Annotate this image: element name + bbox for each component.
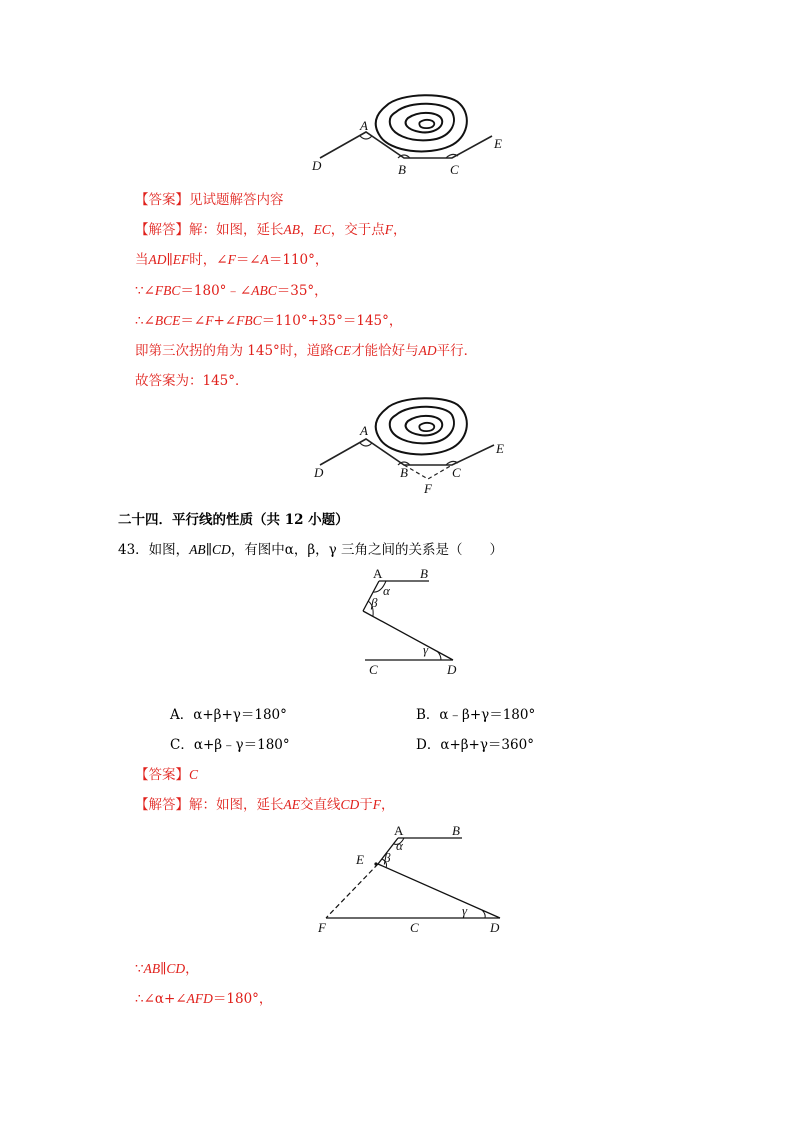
- math-var: F: [372, 797, 382, 812]
- q42-solution-tag: 【解答】: [135, 222, 189, 238]
- q43-option-b[interactable]: B．α﹣β+γ＝180°: [416, 707, 536, 723]
- fig1-label-d: D: [312, 158, 322, 173]
- road-figure-2: [300, 395, 520, 500]
- q42-solution-line-2: [135, 251, 328, 269]
- q43s-label-f: F: [318, 920, 326, 935]
- road-figure-1: [300, 90, 520, 185]
- math-var: ABC: [251, 283, 277, 298]
- text-span: ＝110°，: [268, 252, 329, 268]
- parallel-symbol: ∥: [205, 542, 212, 558]
- text-span: +∠: [213, 313, 237, 329]
- text-span: ，: [185, 961, 199, 977]
- math-var: A: [260, 252, 269, 267]
- fig1-label-a: A: [360, 118, 368, 133]
- q43-solution-line-1: [135, 796, 395, 814]
- text-span: ∵∠: [135, 283, 155, 299]
- math-var: AE: [283, 797, 300, 812]
- q43-answer-text: C: [189, 767, 199, 782]
- q43-label-a: A: [373, 566, 383, 581]
- math-var: CE: [333, 343, 352, 358]
- math-var: AD: [418, 343, 437, 358]
- text-span: 即第三次拐的角为 145°时，道路: [135, 343, 334, 359]
- fig2-label-e: E: [496, 441, 504, 456]
- q43-label-c: C: [369, 662, 378, 677]
- text-span: 才能恰好与: [351, 343, 419, 359]
- text-span: ∴∠α+∠: [135, 991, 187, 1007]
- math-var: EF: [172, 252, 190, 267]
- text-span: ＝110°+35°＝145°，: [261, 313, 403, 329]
- q43s-label-e: E: [356, 852, 364, 867]
- parallel-symbol: ∥: [160, 961, 167, 977]
- math-var: EC: [313, 222, 331, 237]
- text-span: 解：如图，延长: [189, 797, 284, 813]
- q43s-label-d: D: [490, 920, 500, 935]
- section-title: 二十四．平行线的性质（共 12 小题）: [118, 512, 349, 528]
- math-var: AB: [189, 542, 206, 557]
- fig1-label-e: E: [494, 136, 502, 151]
- text-span: 交直线: [300, 797, 341, 813]
- q43s-label-a: A: [394, 823, 404, 838]
- math-var: BCE: [154, 313, 181, 328]
- text-span: ，: [393, 222, 407, 238]
- q43-solution-tag: 【解答】: [135, 797, 189, 813]
- q43s-label-alpha: α: [396, 838, 403, 853]
- math-var: AB: [283, 222, 300, 237]
- fig2-label-f: F: [424, 481, 432, 496]
- math-var: CD: [211, 542, 231, 557]
- q42-solution-line-4: [135, 312, 402, 330]
- text-span: ，交于点: [330, 222, 385, 238]
- math-var: CD: [340, 797, 360, 812]
- math-var: AD: [148, 252, 167, 267]
- q42-answer-tag: 【答案】: [135, 192, 189, 208]
- text-span: 当: [135, 252, 149, 268]
- text-span: 43．如图，: [118, 542, 190, 558]
- math-var: FBC: [154, 283, 181, 298]
- math-var: AFD: [186, 991, 213, 1006]
- text-span: ＝∠: [235, 252, 261, 268]
- fig1-label-c: C: [450, 162, 459, 177]
- math-var: F: [205, 313, 214, 328]
- q43-figure: [355, 563, 470, 678]
- fig2-label-c: C: [452, 465, 461, 480]
- q43-solution-line-2: [135, 960, 199, 978]
- q43s-label-beta: β: [384, 850, 391, 865]
- text-span: 解：如图，延长: [189, 222, 284, 238]
- math-var: CD: [166, 961, 186, 976]
- text-span: ＝180°﹣∠: [180, 283, 252, 299]
- math-var: AB: [143, 961, 161, 976]
- q43-answer-tag: 【答案】: [135, 767, 189, 783]
- q43-label-b: B: [420, 566, 428, 581]
- q42-solution-line-3: [135, 282, 328, 300]
- fig2-label-a: A: [360, 423, 368, 438]
- q43-answer-line: [135, 766, 198, 784]
- q43-solution-figure: [312, 820, 512, 938]
- q43-label-beta: β: [371, 595, 378, 610]
- math-var: F: [384, 222, 394, 237]
- q42-solution-line-6: 故答案为：145°．: [135, 373, 249, 389]
- text-span: ＝∠: [180, 313, 206, 329]
- q42-solution-line-1: [135, 221, 407, 239]
- parallel-symbol: ∥: [166, 252, 173, 268]
- text-span: 时，∠: [189, 252, 228, 268]
- q43s-label-c: C: [410, 920, 419, 935]
- text-span: 于: [359, 797, 373, 813]
- q43-solution-line-3: [135, 990, 272, 1008]
- q43-label-gamma: γ: [423, 642, 429, 657]
- fig1-label-b: B: [398, 162, 406, 177]
- text-span: ＝35°，: [276, 283, 328, 299]
- q43-label-alpha: α: [383, 583, 390, 598]
- q43-stem: [118, 541, 503, 559]
- fig2-label-b: B: [400, 465, 408, 480]
- q42-answer-text: 见试题解答内容: [189, 192, 284, 208]
- text-span: ∵: [135, 961, 144, 977]
- text-span: ＝180°，: [212, 991, 273, 1007]
- text-span: ∴∠: [135, 313, 155, 329]
- text-span: ，: [381, 797, 395, 813]
- text-span: ，: [300, 222, 314, 238]
- q43s-label-gamma: γ: [462, 903, 468, 918]
- text-span: 平行．: [436, 343, 478, 359]
- q43-option-d[interactable]: D．α+β+γ＝360°: [416, 737, 534, 753]
- text-span: ，有图中α，β，γ 三角之间的关系是（ ）: [230, 542, 503, 558]
- q43-option-c[interactable]: C．α+β﹣γ＝180°: [170, 737, 290, 753]
- q42-solution-line-5: [135, 342, 477, 360]
- fig2-label-d: D: [314, 465, 324, 480]
- q43-label-d: D: [447, 662, 457, 677]
- q43-option-a[interactable]: A．α+β+γ＝180°: [170, 707, 287, 723]
- q42-answer-line: [135, 191, 284, 209]
- math-var: F: [227, 252, 236, 267]
- q43s-label-b: B: [452, 823, 460, 838]
- math-var: FBC: [236, 313, 262, 328]
